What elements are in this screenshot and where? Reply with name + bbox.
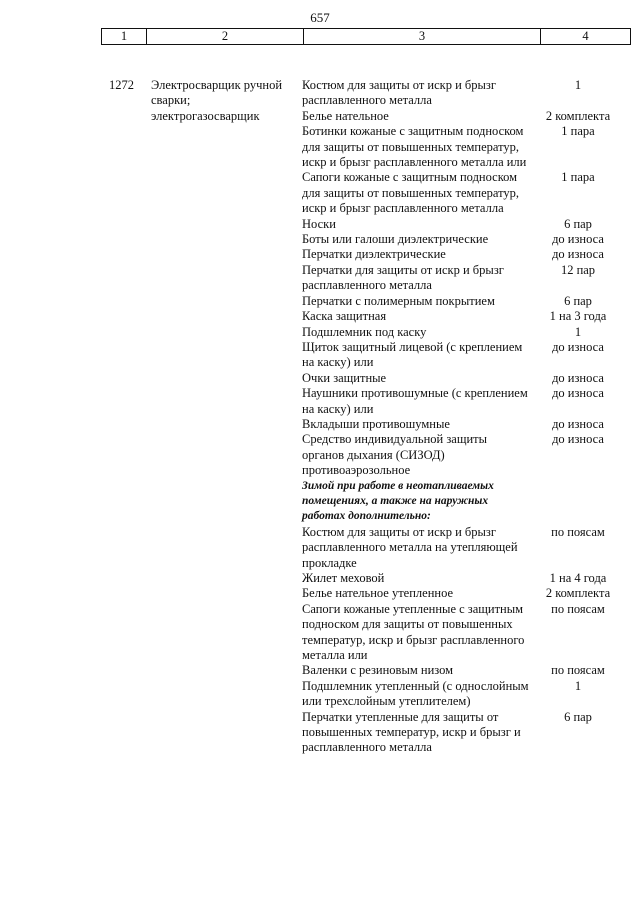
profession-line: электрогазосварщик <box>151 108 260 123</box>
ppe-item-name: Очки защитные <box>302 370 387 385</box>
ppe-item-row <box>302 371 624 386</box>
ppe-item-norm: 1 на 4 года <box>549 571 607 585</box>
profession-cell <box>151 78 299 124</box>
ppe-item-norm: до износа <box>552 232 604 247</box>
ppe-item-row <box>302 386 624 417</box>
ppe-item-name: Носки <box>302 216 336 231</box>
ppe-item-row <box>302 432 624 478</box>
winter-note-row <box>302 479 624 525</box>
ppe-item-norm: 2 комплекта <box>545 586 611 601</box>
ppe-item-norm: 6 пар <box>564 216 592 231</box>
ppe-item-row <box>302 170 624 216</box>
profession-line: Электросварщик ручной <box>151 78 283 92</box>
ppe-item-norm: 12 пар <box>560 262 596 277</box>
ppe-item-name: Каска защитная <box>302 309 387 324</box>
ppe-item-norm: до износа <box>552 339 604 354</box>
ppe-item-norm: по поясам <box>551 663 605 678</box>
column-header-table <box>101 28 631 45</box>
ppe-item-norm: по поясам <box>551 524 605 539</box>
ppe-item-name: Перчатки утепленные для защиты от повышенных температур, искр и брызг и расплавленного металла <box>302 709 521 755</box>
ppe-items-list <box>302 78 624 756</box>
ppe-item-row <box>302 263 624 294</box>
ppe-item-row <box>302 109 624 124</box>
ppe-item-norm: до износа <box>552 416 604 431</box>
ppe-item-row <box>302 417 624 432</box>
ppe-item-row <box>302 247 624 262</box>
column-header-3: 3 <box>304 29 541 45</box>
ppe-item-row <box>302 586 624 601</box>
ppe-item-name: Жилет меховой <box>302 571 385 585</box>
ppe-item-name: Белье нательное <box>302 108 389 123</box>
ppe-item-name: Сапоги кожаные с защитным подноском для защиты от повышенных температур, искр и брызг расплавленного металла <box>302 170 520 216</box>
ppe-item-name: Перчатки с полимерным покрытием <box>302 293 495 308</box>
ppe-item-row <box>302 679 624 710</box>
ppe-item-name: Ботинки кожаные с защитным подноском для защиты от повышенных температур, искр и брызг расплавленного металла или <box>302 124 527 170</box>
column-header-4: 4 <box>541 29 631 45</box>
ppe-item-name: Средство индивидуальной защиты органов дыхания (СИЗОД) противоаэрозольное <box>302 432 488 478</box>
ppe-item-norm: до износа <box>552 386 604 401</box>
ppe-item-row <box>302 325 624 340</box>
ppe-item-norm <box>532 479 624 525</box>
ppe-item-name: Перчатки для защиты от искр и брызг расплавленного металла <box>302 262 504 293</box>
ppe-item-name: Белье нательное утепленное <box>302 586 454 601</box>
ppe-item-norm: 1 пара <box>561 124 595 139</box>
ppe-item-norm: 1 на 3 года <box>549 309 607 324</box>
ppe-item-norm: 1 <box>574 78 582 92</box>
ppe-item-name: Валенки с резиновым низом <box>302 663 454 678</box>
ppe-item-norm: 6 пар <box>564 293 592 308</box>
ppe-item-norm: до износа <box>552 247 604 262</box>
ppe-item-row <box>302 309 624 324</box>
ppe-item-row <box>302 340 624 371</box>
ppe-item-row <box>302 710 624 756</box>
ppe-item-name: Подшлемник утепленный (с однослойным или трехслойным утеплителем) <box>302 678 529 709</box>
ppe-item-norm: 1 <box>574 678 582 693</box>
ppe-item-name: Перчатки диэлектрические <box>302 247 446 262</box>
profession-line: сварки; <box>151 93 191 108</box>
ppe-item-norm: 2 комплекта <box>545 108 611 123</box>
row-number: 1272 <box>109 78 134 92</box>
ppe-item-row <box>302 78 624 109</box>
ppe-item-name: Костюм для защиты от искр и брызг расплавленного металла на утепляющей прокладке <box>302 524 518 570</box>
ppe-item-row <box>302 232 624 247</box>
ppe-item-name: Сапоги кожаные утепленные с защитным подноском для защиты от повышенных температур, искр и брызг расплавленного металла или <box>302 601 525 663</box>
ppe-item-name: Подшлемник под каску <box>302 324 427 339</box>
winter-note-text: Зимой при работе в неотапливаемых помещениях, а также на наружных работах дополнительно: <box>302 479 494 523</box>
ppe-item-norm: 6 пар <box>564 709 592 724</box>
ppe-item-norm: 1 <box>574 324 582 339</box>
ppe-item-norm: до износа <box>552 370 604 385</box>
ppe-item-row <box>302 525 624 571</box>
ppe-item-row <box>302 571 624 586</box>
ppe-item-name: Щиток защитный лицевой (с креплением на каску) или <box>302 339 523 370</box>
ppe-item-norm: 1 пара <box>561 170 595 185</box>
ppe-item-row <box>302 602 624 664</box>
ppe-item-norm: по поясам <box>551 601 605 616</box>
ppe-item-row <box>302 217 624 232</box>
ppe-item-norm: до износа <box>552 432 604 447</box>
ppe-item-row <box>302 663 624 678</box>
ppe-item-name: Боты или галоши диэлектрические <box>302 232 489 247</box>
column-header-2: 2 <box>147 29 304 45</box>
ppe-item-name: Вкладыши противошумные <box>302 416 450 431</box>
ppe-item-row <box>302 124 624 170</box>
page-number: 657 <box>310 10 330 25</box>
ppe-item-row <box>302 294 624 309</box>
ppe-item-name: Костюм для защиты от искр и брызг расплавленного металла <box>302 78 497 108</box>
ppe-item-name: Наушники противошумные (с креплением на каску) или <box>302 386 528 416</box>
column-header-1: 1 <box>102 29 147 45</box>
